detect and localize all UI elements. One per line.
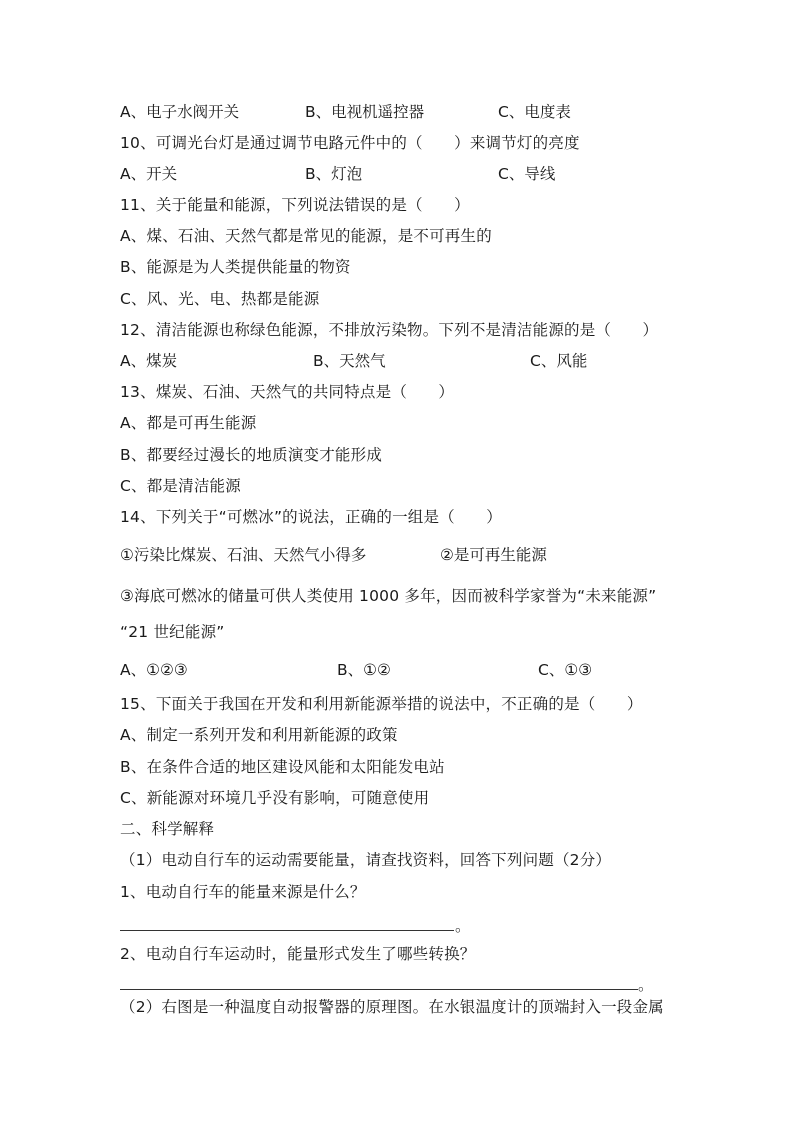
q9-option-a: A、电子水阀开关: [120, 103, 240, 121]
q10-option-a: A、开关: [120, 165, 178, 183]
q13-option-c: C、都是清洁能源: [120, 477, 241, 495]
q13-option-a: A、都是可再生能源: [120, 414, 257, 432]
section2-part2-intro: （2）右图是一种温度自动报警器的原理图。在水银温度计的顶端封入一段金属: [120, 998, 664, 1016]
q14-option-c: C、①③: [538, 661, 593, 679]
q14-option-a: A、①②③: [120, 661, 188, 679]
q14-statement-2: ②是可再生能源: [440, 546, 547, 564]
answer-line-1[interactable]: [120, 930, 454, 931]
q9-option-c: C、电度表: [498, 103, 571, 121]
answer-line-2[interactable]: [120, 989, 638, 990]
q10-stem: 10、可调光台灯是通过调节电路元件中的（ ）来调节灯的亮度: [120, 134, 580, 152]
section2-part1-intro: （1）电动自行车的运动需要能量，请查找资料，回答下列问题（2分）: [120, 851, 612, 869]
q12-option-c: C、风能: [530, 352, 588, 370]
q15-option-c: C、新能源对环境几乎没有影响，可随意使用: [120, 789, 430, 807]
q12-option-b: B、天然气: [313, 352, 386, 370]
q13-option-b: B、都要经过漫长的地质演变才能形成: [120, 446, 383, 464]
q14-statement-3-cont: “21 世纪能源”: [120, 623, 225, 641]
answer-line-1-period: 。: [455, 917, 471, 935]
q13-stem: 13、煤炭、石油、天然气的共同特点是（ ）: [120, 383, 455, 401]
q15-option-a: A、制定一系列开发和利用新能源的政策: [120, 726, 398, 744]
q9-option-b: B、电视机遥控器: [305, 103, 425, 121]
section-title: 二、科学解释: [120, 820, 215, 838]
q14-statement-3: ③海底可燃冰的储量可供人类使用 1000 多年，因而被科学家誉为“未来能源”: [120, 587, 657, 605]
q12-stem: 12、清洁能源也称绿色能源，不排放污染物。下列不是清洁能源的是（ ）: [120, 321, 659, 339]
answer-line-2-period: 。: [638, 976, 654, 994]
q14-statement-1: ①污染比煤炭、石油、天然气小得多: [120, 546, 367, 564]
q11-option-b: B、能源是为人类提供能量的物资: [120, 258, 351, 276]
q12-option-a: A、煤炭: [120, 352, 178, 370]
section2-question-1: 1、电动自行车的能量来源是什么？: [120, 883, 366, 901]
q11-option-c: C、风、光、电、热都是能源: [120, 290, 320, 308]
q11-option-a: A、煤、石油、天然气都是常见的能源，是不可再生的: [120, 227, 492, 245]
q15-option-b: B、在条件合适的地区建设风能和太阳能发电站: [120, 758, 445, 776]
section2-question-2: 2、电动自行车运动时，能量形式发生了哪些转换？: [120, 945, 476, 963]
q10-option-c: C、导线: [498, 165, 556, 183]
q14-stem: 14、下列关于“可燃冰”的说法，正确的一组是（ ）: [120, 508, 502, 526]
q10-option-b: B、灯泡: [305, 165, 363, 183]
q11-stem: 11、关于能量和能源，下列说法错误的是（ ）: [120, 196, 470, 214]
q14-option-b: B、①②: [337, 661, 391, 679]
q15-stem: 15、下面关于我国在开发和利用新能源举措的说法中，不正确的是（ ）: [120, 695, 643, 713]
